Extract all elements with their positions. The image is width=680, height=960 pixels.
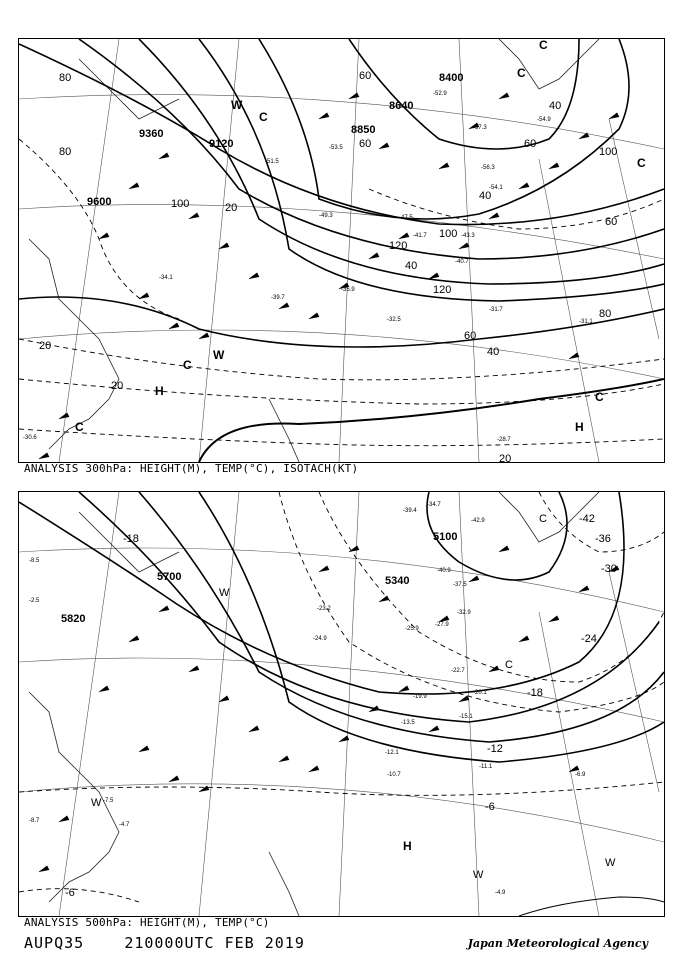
- cold-marker: C: [75, 420, 84, 434]
- isotach-label: 20: [39, 340, 52, 352]
- temp-label: -39.7: [271, 295, 285, 301]
- height-label: 9360: [139, 128, 164, 140]
- coastlines: [29, 492, 599, 916]
- graticule: [19, 492, 664, 916]
- chart-500hpa-map: [19, 492, 664, 916]
- height-contours: [19, 492, 664, 762]
- chart-300hpa-caption: ANALYSIS 300hPa: HEIGHT(M), TEMP(°C), ISOTACH(KT): [24, 462, 359, 475]
- temp-label: -12.1: [385, 750, 399, 756]
- isotach-label: 60: [524, 138, 537, 150]
- temp-label: -7.5: [103, 798, 114, 804]
- temp-label: -52.9: [433, 91, 447, 97]
- isotherm-label: -24: [581, 633, 597, 645]
- temp-label: -31.7: [489, 307, 503, 313]
- height-label: 5820: [61, 613, 86, 625]
- graticule: [19, 39, 664, 462]
- height-label: 5700: [157, 571, 182, 583]
- chart-id-datetime: [24, 934, 305, 952]
- isotach-label: 60: [359, 138, 372, 150]
- warm-marker: W: [473, 869, 484, 881]
- temp-label: -8.7: [29, 818, 40, 824]
- temp-label: -11.1: [479, 764, 493, 770]
- temp-label: -56.3: [481, 165, 495, 171]
- isotach-label: 120: [433, 284, 452, 296]
- warm-marker: W: [231, 98, 243, 112]
- height-label: 8850: [351, 124, 376, 136]
- temp-label: -13.5: [401, 720, 415, 726]
- temp-label: -22.7: [451, 668, 465, 674]
- height-label: 9120: [209, 138, 234, 150]
- isotach-label: 60: [605, 216, 618, 228]
- height-label: 8640: [389, 100, 414, 112]
- isotach-label: 40: [479, 190, 492, 202]
- isotach-label: 20: [225, 202, 238, 214]
- warm-marker: W: [605, 857, 616, 869]
- temp-label: -57.3: [473, 125, 487, 131]
- isotach-label: 100: [599, 146, 618, 158]
- temp-label: -24.9: [313, 636, 327, 642]
- isotach-label: 40: [487, 346, 500, 358]
- isotach-label: 100: [171, 198, 190, 210]
- temp-label: -31.1: [579, 319, 593, 325]
- temp-label: -32.9: [457, 610, 471, 616]
- temp-label: -20.1: [473, 690, 487, 696]
- temp-label: -47.5: [399, 215, 413, 221]
- temp-label: -34.1: [159, 275, 173, 281]
- chart-code: AUPQ35: [24, 934, 85, 952]
- cold-marker: C: [539, 39, 548, 52]
- height-label: 5100: [433, 531, 458, 543]
- cold-marker: C: [539, 513, 547, 525]
- temp-label: -40.7: [455, 259, 469, 265]
- isotherm-label: -18: [527, 687, 543, 699]
- temp-label: -8.5: [29, 558, 40, 564]
- temp-label: -10.7: [387, 772, 401, 778]
- temp-label: -42.9: [471, 518, 485, 524]
- isotach-label: 80: [599, 308, 612, 320]
- isotherm-label: -6: [65, 887, 75, 899]
- coastlines: [29, 39, 599, 462]
- temp-label: -49.3: [319, 213, 333, 219]
- isotach-label: 40: [405, 260, 418, 272]
- cold-marker: C: [505, 659, 513, 671]
- cold-marker: C: [183, 358, 192, 372]
- isotach-label: 40: [549, 100, 562, 112]
- high-marker: H: [155, 384, 164, 398]
- temp-label: -23.2: [317, 606, 331, 612]
- isotherm-label: -30: [601, 563, 617, 575]
- height-label: 9600: [87, 196, 112, 208]
- isotach-label: 20: [499, 453, 512, 462]
- temp-label: -32.5: [387, 317, 401, 323]
- height-label: 8400: [439, 72, 464, 84]
- chart-300hpa: [18, 38, 665, 463]
- chart-300hpa-map: [19, 39, 664, 462]
- temp-label: -28.7: [497, 437, 511, 443]
- temp-label: -35.9: [341, 287, 355, 293]
- isotach-label: 120: [389, 240, 408, 252]
- temp-label: -4.9: [495, 890, 506, 896]
- temp-label: -54.9: [537, 117, 551, 123]
- cold-marker: C: [595, 390, 604, 404]
- temp-label: -54.1: [489, 185, 503, 191]
- temp-label: -43.3: [461, 233, 475, 239]
- isotach-label: 60: [359, 70, 372, 82]
- temp-label: -27.9: [435, 622, 449, 628]
- chart-500hpa-caption: ANALYSIS 500hPa: HEIGHT(M), TEMP(°C): [24, 916, 270, 929]
- isotherm-label: -6: [485, 801, 495, 813]
- chart-500hpa: [18, 491, 665, 917]
- temp-label: -25.9: [405, 626, 419, 632]
- temp-label: -15.1: [459, 714, 473, 720]
- temp-label: -34.7: [427, 502, 441, 508]
- isotach-label: 20: [111, 380, 124, 392]
- contour-segment: [519, 897, 664, 916]
- high-marker: H: [575, 420, 584, 434]
- warm-marker: W: [219, 587, 230, 599]
- high-marker: H: [403, 839, 412, 853]
- isotherm-label: -42: [579, 513, 595, 525]
- warm-marker: W: [91, 797, 102, 809]
- temp-label: -51.5: [265, 159, 279, 165]
- temp-label: -19.9: [413, 694, 427, 700]
- isotherm-label: -12: [487, 743, 503, 755]
- isotach-label: 80: [59, 72, 72, 84]
- warm-marker: W: [213, 348, 225, 362]
- temp-label: -37.5: [453, 582, 467, 588]
- temp-label: -40.9: [437, 568, 451, 574]
- cold-marker: C: [517, 66, 526, 80]
- temp-label: -2.5: [29, 598, 40, 604]
- temp-label: -53.5: [329, 145, 343, 151]
- isotherm-label: -36: [595, 533, 611, 545]
- temp-label: -41.7: [413, 233, 427, 239]
- height-label: 5340: [385, 575, 410, 587]
- cold-marker: C: [259, 110, 268, 124]
- cold-marker: C: [637, 156, 646, 170]
- temp-label: -6.9: [575, 772, 586, 778]
- temp-label: -4.7: [119, 822, 130, 828]
- temp-label: -30.6: [23, 435, 37, 441]
- isotach-label: 60: [464, 330, 477, 342]
- isotach-label: 80: [59, 146, 72, 158]
- isotherm-label: -18: [123, 533, 139, 545]
- agency-name: Japan Meteorological Agency: [467, 937, 648, 950]
- isotach-label: 100: [439, 228, 458, 240]
- chart-datetime: 210000UTC FEB 2019: [124, 934, 305, 952]
- temp-label: -39.4: [403, 508, 417, 514]
